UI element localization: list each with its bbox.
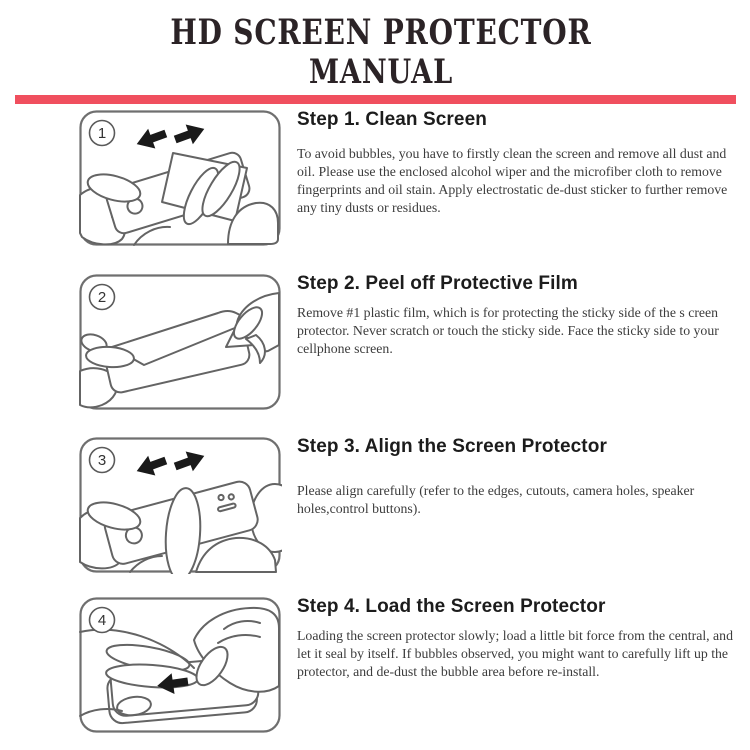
clean-screen-illustration-icon — [78, 109, 282, 247]
step-2-body: Remove #1 plastic film, which is for protecting the sticky side of the s creen protector. Never scratch or touch the sticky side. Face the sticky side to your cellphone screen. — [297, 305, 719, 356]
svg-text:4: 4 — [97, 612, 107, 629]
step-number-badge — [90, 121, 115, 146]
svg-text:2: 2 — [97, 289, 107, 306]
step-number-badge — [90, 448, 115, 473]
manual-header — [0, 12, 750, 91]
step-1-heading: Step 1. Clean Screen — [297, 109, 487, 130]
step-4-content — [297, 592, 737, 681]
step-3-content — [297, 432, 737, 518]
step-4-heading: Step 4. Load the Screen Protector — [297, 596, 606, 617]
step-2-figure — [78, 273, 282, 411]
step-number-badge — [90, 285, 115, 310]
step-4-figure — [78, 596, 282, 734]
step-3-figure — [78, 436, 282, 574]
step-1-figure — [78, 109, 282, 247]
step-2-content — [297, 269, 737, 358]
step-3-heading: Step 3. Align the Screen Protector — [297, 436, 607, 457]
step-2-heading: Step 2. Peel off Protective Film — [297, 273, 578, 294]
step-1-content — [297, 105, 737, 217]
step-1-body: To avoid bubbles, you have to firstly clean the screen and remove all dust and oil. Please use the enclosed alcohol wiper and the microfiber cloth to remove fingerprints and oil stain. Apply electrostatic de-dust sticker to further remove any tiny dusts or residues. — [297, 146, 728, 215]
svg-text:3: 3 — [97, 452, 107, 469]
align-protector-illustration-icon — [78, 436, 282, 574]
page-title-line2: MANUAL — [309, 52, 453, 92]
step-4-body: Loading the screen protector slowly; load a little bit force from the central, and let it seal by itself. If bubbles observed, you might want to carefully lift up the protector, and de-dust the bubble area before re-install. — [297, 628, 733, 679]
peel-film-illustration-icon — [78, 273, 282, 411]
title-divider — [15, 95, 736, 104]
step-number-badge — [90, 608, 115, 633]
svg-text:1: 1 — [97, 125, 107, 142]
page-title-line1: HD SCREEN PROTECTOR — [170, 12, 592, 53]
load-protector-illustration-icon — [78, 596, 282, 734]
camera-hole-icon — [228, 494, 234, 500]
camera-hole-icon — [218, 494, 224, 500]
step-3-body: Please align carefully (refer to the edges, cutouts, camera holes, speaker holes,control buttons). — [297, 483, 695, 516]
